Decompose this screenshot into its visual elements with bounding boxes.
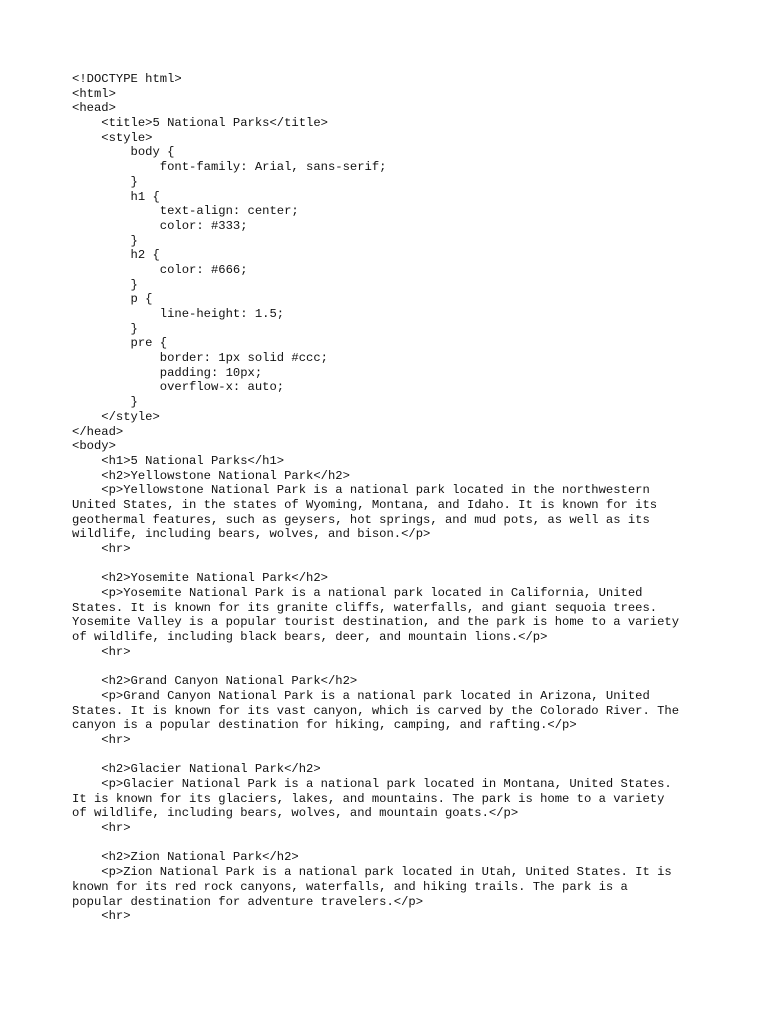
code-line: body { bbox=[72, 145, 175, 160]
code-line: p { bbox=[72, 292, 153, 307]
source-code-document bbox=[72, 72, 712, 924]
code-line bbox=[72, 557, 712, 572]
code-line: of wildlife, including black bears, deer, and mountain lions.</p> bbox=[72, 630, 548, 645]
code-line: <title>5 National Parks</title> bbox=[72, 116, 328, 131]
code-line: <p>Grand Canyon National Park is a national park located in Arizona, United bbox=[72, 688, 650, 703]
code-line: <h2>Glacier National Park</h2> bbox=[72, 762, 321, 777]
code-line: <!DOCTYPE html> bbox=[72, 72, 182, 86]
code-line: Yosemite Valley is a popular tourist destination, and the park is home to a variety bbox=[72, 615, 680, 630]
code-line: <h2>Yellowstone National Park</h2> bbox=[72, 468, 350, 483]
code-line: border: 1px solid #ccc; bbox=[72, 351, 328, 366]
code-line: h1 { bbox=[72, 189, 160, 204]
code-line: of wildlife, including bears, wolves, and mountain goats.</p> bbox=[72, 806, 519, 821]
code-line: line-height: 1.5; bbox=[72, 307, 285, 321]
code-line: wildlife, including bears, wolves, and bison.</p> bbox=[72, 527, 431, 542]
code-line: } bbox=[72, 395, 138, 410]
code-line: <style> bbox=[72, 130, 153, 145]
code-line: <p>Glacier National Park is a national park located in Montana, United States. bbox=[72, 777, 672, 791]
code-line: } bbox=[72, 277, 138, 292]
code-line: <h1>5 National Parks</h1> bbox=[72, 453, 285, 468]
code-line: <html> bbox=[72, 86, 116, 101]
code-line: padding: 10px; bbox=[72, 365, 263, 380]
code-line: States. It is known for its granite cliffs, waterfalls, and giant sequoia trees. bbox=[72, 600, 658, 615]
code-line: <body> bbox=[72, 439, 116, 454]
code-line: overflow-x: auto; bbox=[72, 380, 285, 395]
code-line bbox=[72, 748, 712, 763]
code-line: <p>Yosemite National Park is a national park located in California, United bbox=[72, 586, 643, 601]
code-line: United States, in the states of Wyoming, Montana, and Idaho. It is known for its bbox=[72, 497, 658, 512]
code-line: canyon is a popular destination for hiking, camping, and rafting.</p> bbox=[72, 718, 577, 733]
code-line bbox=[72, 836, 712, 851]
code-line: } bbox=[72, 321, 138, 336]
code-line: States. It is known for its vast canyon, which is carved by the Colorado River. The bbox=[72, 703, 680, 718]
code-line: <hr> bbox=[72, 909, 131, 924]
code-line: <hr> bbox=[72, 732, 131, 747]
code-line: geothermal features, such as geysers, hot springs, and mud pots, as well as its bbox=[72, 512, 650, 527]
code-line: known for its red rock canyons, waterfalls, and hiking trails. The park is a bbox=[72, 879, 628, 894]
code-line: } bbox=[72, 233, 138, 248]
code-line: } bbox=[72, 174, 138, 189]
code-line: <h2>Zion National Park</h2> bbox=[72, 850, 299, 865]
code-line: </head> bbox=[72, 424, 124, 439]
code-line: color: #333; bbox=[72, 218, 248, 233]
code-line: <head> bbox=[72, 101, 116, 116]
code-line: <hr> bbox=[72, 644, 131, 659]
code-line: <hr> bbox=[72, 542, 131, 556]
code-line: </style> bbox=[72, 409, 160, 424]
code-line: color: #666; bbox=[72, 262, 248, 277]
code-line: h2 { bbox=[72, 248, 160, 263]
code-line: text-align: center; bbox=[72, 204, 299, 219]
code-line: It is known for its glaciers, lakes, and mountains. The park is home to a variety bbox=[72, 791, 665, 806]
code-line: popular destination for adventure travelers.</p> bbox=[72, 894, 424, 909]
code-line: <h2>Yosemite National Park</h2> bbox=[72, 571, 328, 586]
code-line: <hr> bbox=[72, 821, 131, 836]
code-line: pre { bbox=[72, 336, 168, 351]
code-line bbox=[72, 660, 712, 675]
code-line: <p>Yellowstone National Park is a national park located in the northwestern bbox=[72, 483, 650, 498]
code-line: font-family: Arial, sans-serif; bbox=[72, 160, 387, 175]
code-line: <h2>Grand Canyon National Park</h2> bbox=[72, 674, 358, 689]
code-line: <p>Zion National Park is a national park located in Utah, United States. It is bbox=[72, 865, 672, 880]
